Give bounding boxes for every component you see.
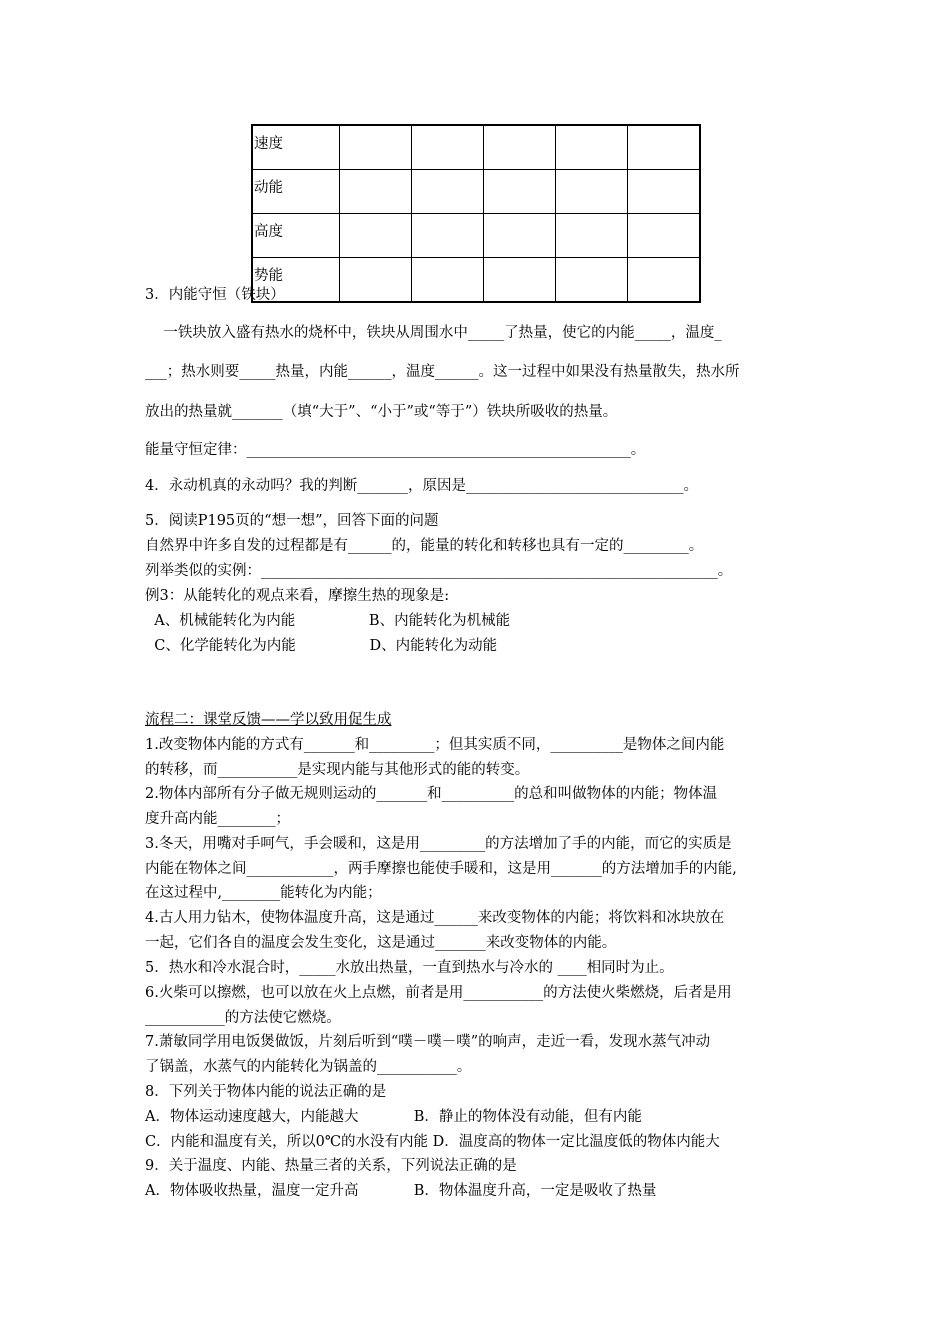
question-line: 2.物体内部所有分子做无规则运动的_______和__________的总和叫做物体的内能；物体温 — [145, 786, 718, 802]
row-label: 动能 — [252, 170, 340, 214]
row-label: 势能 — [252, 258, 340, 303]
question-line: 8．下列关于物体内能的说法正确的是 — [145, 1084, 387, 1100]
text-line: 能量守恒定律：_____________________________________________________。 — [145, 442, 646, 458]
option-line: C、化学能转化为内能 D、内能转化为动能 — [145, 638, 498, 654]
text-line: 的转移，而___________是实现内能与其他形式的能的转变。 — [145, 762, 530, 778]
option-line: A．物体运动速度越大，内能越大 B．静止的物体没有动能，但有内能 — [145, 1109, 642, 1125]
question-line: 5．热水和冷水混合时，_____水放出热量，一直到热水与冷水的 ____相同时为止。 — [145, 960, 674, 976]
question-line: 7.萧敏同学用电饭煲做饭，片刻后听到“噗－噗－噗”的响声，走近一看，发现水蒸气冲动 — [145, 1034, 711, 1050]
question-line: 6.火柴可以擦燃，也可以放在火上点燃，前者是用___________的方法使火柴燃烧，后者是用 — [145, 985, 732, 1001]
text-line: 了锅盖，水蒸气的内能转化为锅盖的___________。 — [145, 1059, 472, 1075]
question-line: 9．关于温度、内能、热量三者的关系，下列说法正确的是 — [145, 1158, 517, 1174]
option-line: A、机械能转化为内能 B、内能转化为机械能 — [145, 613, 511, 629]
question-line: 4.古人用力钻木，使物体温度升高，这是通过______来改变物体的内能；将饮料和冰块放在 — [145, 910, 725, 926]
question-line: 1.改变物体内能的方式有_______和_________；但其实质不同，__________是物体之间内能 — [145, 737, 725, 753]
question-line: 4．永动机真的永动吗？我的判断_______，原因是______________________________。 — [145, 478, 698, 494]
row-label: 高度 — [252, 214, 340, 258]
question-line: 3.冬天，用嘴对手呵气，手会暖和，这是用_________的方法增加了手的内能，而它的实质是 — [145, 836, 732, 852]
text-line: 内能在物体之间____________，两手摩擦也能使手暖和，这是用_______的方法增加手的内能, — [145, 861, 737, 877]
example-line: 例3：从能转化的观点来看，摩擦生热的现象是: — [145, 588, 450, 604]
text-line: 自然界中许多自发的过程都是有______的，能量的转化和转移也具有一定的_________。 — [145, 538, 704, 554]
row-label: 速度 — [252, 125, 340, 170]
table-row — [252, 258, 700, 303]
text-line: 在这过程中,________能转化为内能； — [145, 885, 382, 901]
table-row — [252, 170, 700, 214]
table-row — [252, 214, 700, 258]
text-line: 列举类似的实例：_______________________________________________________________。 — [145, 563, 733, 579]
question-line: 5．阅读P195页的“想一想”，回答下面的问题 — [145, 513, 439, 529]
text-line: 一起，它们各自的温度会发生变化，这是通过_______来改变物体的内能。 — [145, 935, 617, 951]
section-heading: 流程二：课堂反馈——学以致用促生成 — [145, 712, 392, 728]
text-line: ___________的方法使它燃烧。 — [145, 1010, 341, 1026]
energy-table — [251, 124, 701, 303]
text-line: 一铁块放入盛有热水的烧杯中，铁块从周围水中_____了热量，使它的内能_____，温度_ — [145, 325, 722, 341]
option-line: A．物体吸收热量，温度一定升高 B．物体温度升高，一定是吸收了热量 — [145, 1183, 657, 1199]
text-line: 放出的热量就_______（填“大于”、“小于”或“等于”）铁块所吸收的热量。 — [145, 404, 618, 420]
text-line: ___；热水则要_____热量，内能______，温度______。这一过程中如果没有热量散失，热水所 — [145, 364, 740, 380]
table-row — [252, 125, 700, 170]
text-line: 度升高内能________； — [145, 811, 290, 827]
option-line: C．内能和温度有关，所以0℃的水没有内能 D．温度高的物体一定比温度低的物体内能大 — [145, 1134, 720, 1150]
section-heading: 3．内能守恒（铁块） — [145, 287, 285, 303]
